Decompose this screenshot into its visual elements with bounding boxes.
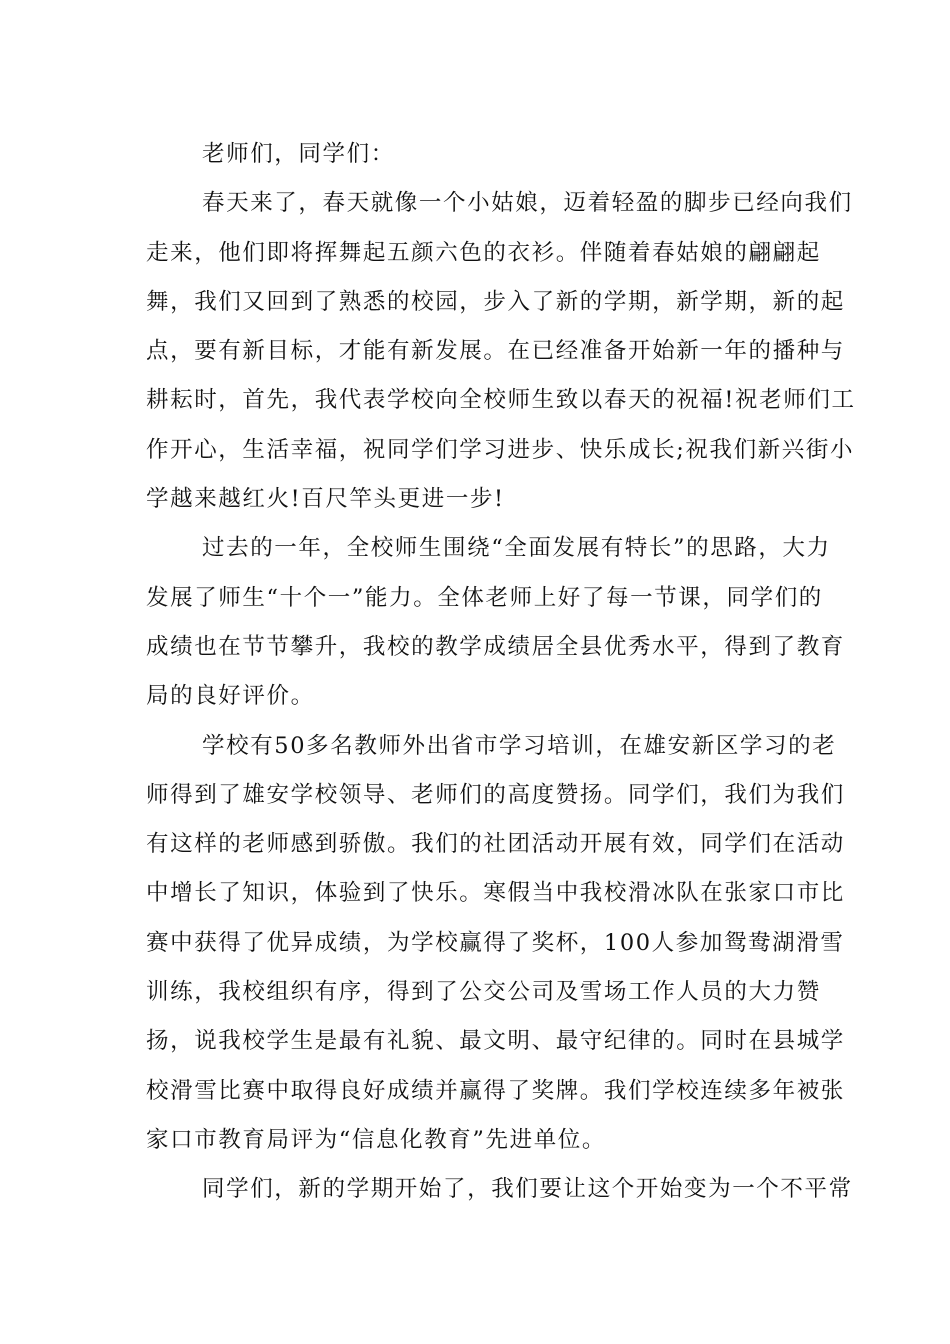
paragraph-3-line-9: 家口市教育局评为“信息化教育”先进单位。: [146, 1126, 607, 1153]
paragraph-2-line-1: 过去的一年，全校师生围绕“全面发展有特长”的思路，大力: [202, 535, 831, 562]
paragraph-3-line-4: 中增长了知识，体验到了快乐。寒假当中我校滑冰队在张家口市比: [146, 880, 845, 907]
paragraph-3-line-3: 有这样的老师感到骄傲。我们的社团活动开展有效，同学们在活动: [146, 831, 845, 858]
paragraph-2-line-3: 成绩也在节节攀升，我校的教学成绩居全县优秀水平，得到了教育: [146, 633, 845, 660]
paragraph-3-line-6: 训练，我校组织有序，得到了公交公司及雪场工作人员的大力赞: [146, 979, 821, 1006]
paragraph-1-line-2: 走来，他们即将挥舞起五颜六色的衣衫。伴随着春姑娘的翩翩起: [146, 239, 821, 266]
greeting: 老师们，同学们：: [202, 141, 395, 167]
paragraph-1-line-7: 学越来越红火!百尺竿头更进一步!: [146, 486, 505, 513]
paragraph-4-line-1: 同学们，新的学期开始了，我们要让这个开始变为一个不平常: [202, 1176, 853, 1203]
paragraph-3-line-8: 校滑雪比赛中取得良好成绩并赢得了奖牌。我们学校连续多年被张: [146, 1077, 845, 1104]
paragraph-3-line-1: 学校有50多名教师外出省市学习培训，在雄安新区学习的老: [202, 732, 837, 759]
paragraph-1-line-4: 点，要有新目标，才能有新发展。在已经准备开始新一年的播种与: [146, 338, 845, 365]
paragraph-3-line-2: 师得到了雄安学校领导、老师们的高度赞扬。同学们，我们为我们: [146, 781, 845, 808]
paragraph-2-line-4: 局的良好评价。: [146, 683, 315, 710]
paragraph-3-line-5: 赛中获得了优异成绩，为学校赢得了奖杯，100人参加鸳鸯湖滑雪: [146, 929, 845, 956]
paragraph-1-line-3: 舞，我们又回到了熟悉的校园，步入了新的学期，新学期，新的起: [146, 288, 845, 315]
speech-text: [146, 130, 856, 1215]
paragraph-3-line-7: 扬，说我校学生是最有礼貌、最文明、最守纪律的。同时在县城学: [146, 1028, 845, 1055]
paragraph-1-line-5: 耕耘时，首先，我代表学校向全校师生致以春天的祝福!祝老师们工: [146, 387, 856, 414]
paragraph-1-line-1: 春天来了，春天就像一个小姑娘，迈着轻盈的脚步已经向我们: [202, 190, 853, 217]
paragraph-2-line-2: 发展了师生“十个一”能力。全体老师上好了每一节课，同学们的: [146, 584, 823, 611]
paragraph-1-line-6: 作开心，生活幸福，祝同学们学习进步、快乐成长;祝我们新兴街小: [146, 436, 855, 463]
